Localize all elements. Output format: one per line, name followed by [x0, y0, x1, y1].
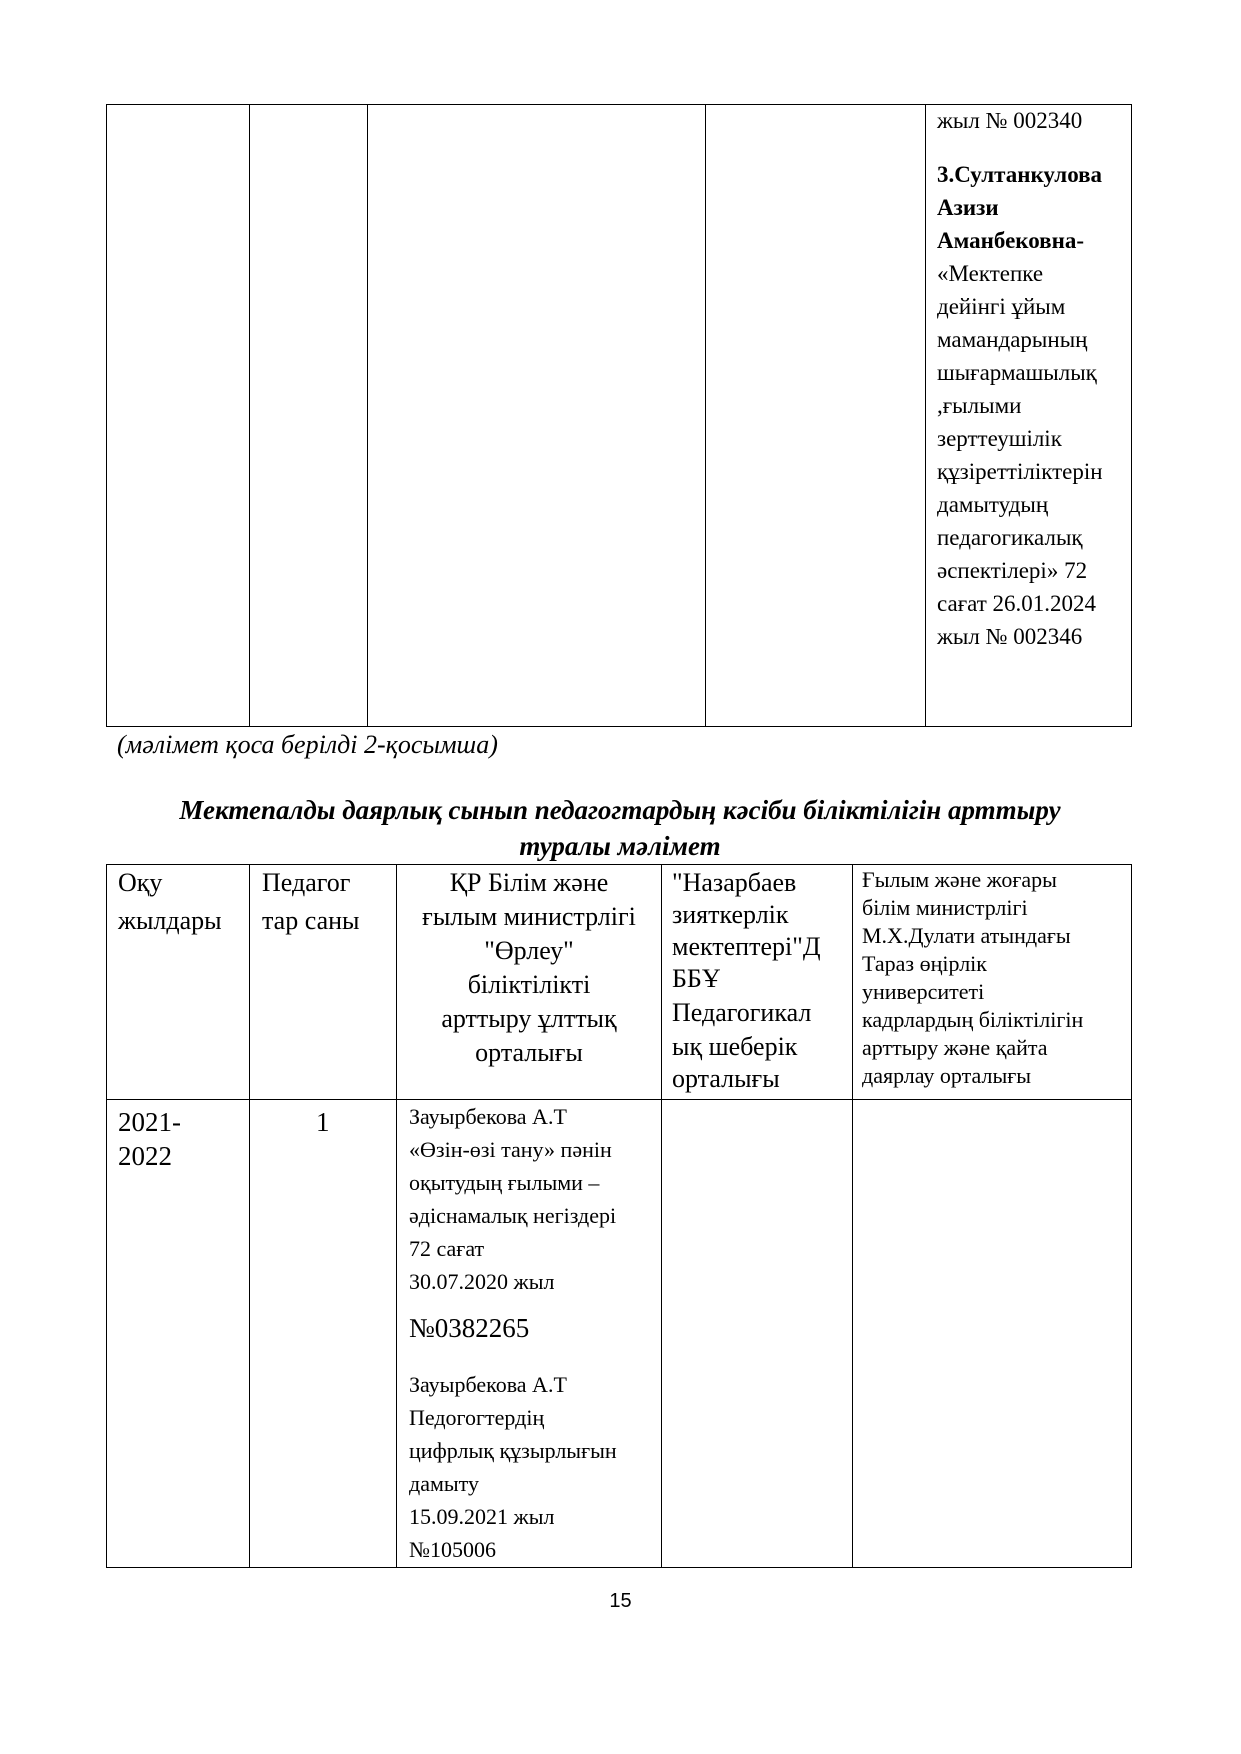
teacher-name-line: 3.Султанкулова [937, 162, 1103, 187]
course-line: зерттеушілік [937, 426, 1062, 451]
course-line: педагогикалық [937, 525, 1083, 550]
teacher-count: 1 [316, 1107, 330, 1137]
study-year: 2021- [118, 1107, 181, 1137]
course-line: ,ғылыми [937, 393, 1022, 418]
page-number: 15 [609, 1590, 632, 1612]
course-line: «Мектепке [937, 261, 1044, 286]
course-line: әспектілері» 72 [937, 558, 1088, 583]
teacher-name-line: Аманбековна- [937, 228, 1084, 253]
section-title-line1: Мектепалды даярлық сынып педагогтардың кәсіби біліктілігін арттыру [179, 795, 1061, 825]
cert-line: жыл № 002340 [937, 108, 1083, 133]
course-line: дамытудың [937, 492, 1049, 517]
course-line: сағат 26.01.2024 [937, 591, 1097, 616]
course-line: құзіреттіліктерін [937, 459, 1103, 484]
course-line: дейінгі ұйым [937, 294, 1066, 319]
course-line: шығармашылық [937, 360, 1097, 385]
course-line: мамандарының [937, 327, 1088, 352]
course-line: жыл № 002346 [937, 624, 1083, 649]
study-year: 2022 [118, 1141, 172, 1171]
section-title-line2: туралы мәлімет [519, 831, 721, 861]
appendix-note: (мәлімет қоса берілді 2-қосымша) [117, 730, 498, 759]
teacher-name-line: Азизи [937, 195, 999, 220]
